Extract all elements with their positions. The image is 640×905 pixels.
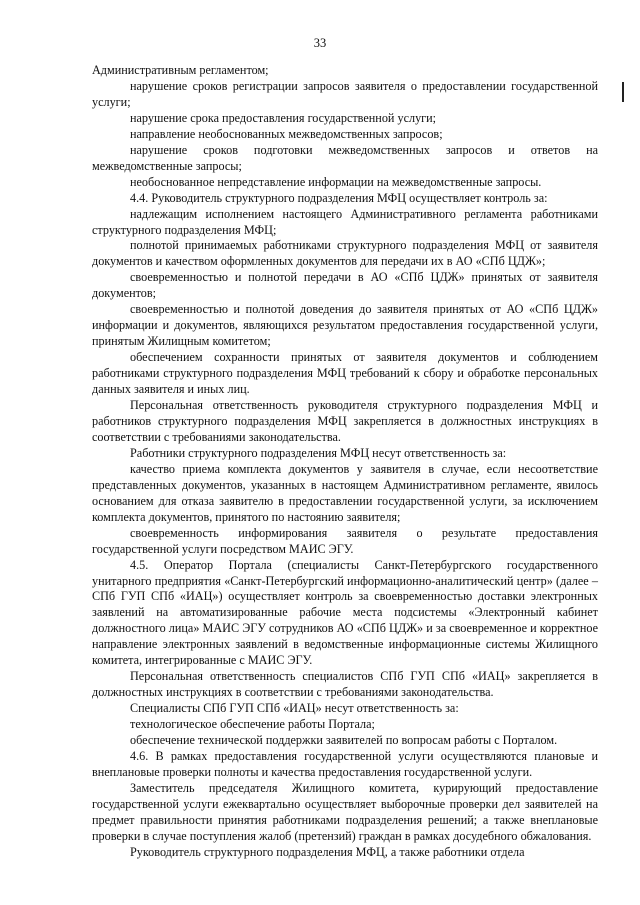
section-4-6: 4.6. В рамках предоставления государственной услуги осуществляются плановые и внеплановые проверки полноты и качества предоставления государственной услуги.: [92, 748, 598, 779]
paragraph: Персональная ответственность специалистов СПб ГУП СПб «ИАЦ» закрепляется в должностных инструкциях в соответствии с требованиями законодательства.: [92, 669, 598, 700]
paragraph: нарушение срока предоставления государственной услуги;: [130, 110, 437, 125]
paragraph: Заместитель председателя Жилищного комитета, курирующий предоставление государственной услуги ежеквартально осуществляет выборочные проверки дел заявителей на предмет правильности принятия работниками подразделения решений; а также внеплановые проверки в случае поступления жалоб (претензий) граждан в рамках досудебного обжалования.: [92, 780, 598, 843]
paragraph: нарушение сроков регистрации запросов заявителя о предоставлении государственной услуги;: [92, 78, 598, 109]
paragraph: полнотой принимаемых работниками структурного подразделения МФЦ от заявителя документов и качеством оформленных документов для передачи их в АО «СПб ЦДЖ»;: [92, 238, 598, 269]
page-number: 33: [313, 36, 327, 50]
paragraph: Административным регламентом;: [92, 63, 269, 77]
paragraph: надлежащим исполнением настоящего Административного регламента работниками структурного подразделения МФЦ;: [92, 206, 598, 237]
paragraph: Персональная ответственность руководителя структурного подразделения МФЦ и работников структурного подразделения МФЦ закрепляется в должностных инструкциях в соответствии с требованиями законодательства.: [92, 398, 598, 444]
paragraph: своевременность информирования заявителя о результате предоставления государственной услуги посредством МАИС ЭГУ.: [92, 525, 598, 556]
paragraph: необоснованное непредставление информации на межведомственные запросы.: [130, 174, 542, 189]
margin-mark: [622, 82, 624, 102]
paragraph: обеспечением сохранности принятых от заявителя документов и соблюдением работниками структурного подразделения МФЦ требований к сбору и обработке персональных данных заявителя и иных лиц.: [92, 350, 598, 397]
paragraph: Работники структурного подразделения МФЦ несут ответственность за:: [130, 445, 507, 460]
paragraph: Руководитель структурного подразделения МФЦ, а также работники отдела: [130, 844, 525, 859]
paragraph: направление необоснованных межведомственных запросов;: [130, 126, 443, 141]
paragraph: обеспечение технической поддержки заявителей по вопросам работы с Порталом.: [130, 733, 558, 748]
paragraph: своевременностью и полнотой доведения до заявителя принятых от АО «СПб ЦДЖ» информации и документов, являющихся результатом предоставления государственной услуги, принятым Жилищным комитетом;: [92, 302, 598, 349]
paragraph: технологическое обеспечение работы Портала;: [130, 717, 375, 732]
paragraph: нарушение сроков подготовки межведомственных запросов и ответов на межведомственные запросы;: [92, 142, 598, 173]
body-text: [92, 63, 598, 861]
paragraph: своевременностью и полнотой передачи в АО «СПб ЦДЖ» принятых от заявителя документов;: [92, 270, 598, 301]
section-heading-4-4: 4.4. Руководитель структурного подразделения МФЦ осуществляет контроль за:: [130, 190, 548, 205]
section-4-5: 4.5. Оператор Портала (специалисты Санкт-Петербургского государственного унитарного предприятия «Санкт-Петербургский информационно-аналитический центр» (далее – СПб ГУП СПб «ИАЦ») осуществляет контроль за своевременностью доставки электронных заявлений на автоматизированные рабочие места подсистемы «Электронный кабинет должностного лица» МАИС ЭГУ сотрудников АО «СПб ЦДЖ» и за своевременное и корректное направление электронных заявлений в ведомственные информационные системы Жилищного комитета, интегрированные с МАИС ЭГУ.: [92, 557, 598, 668]
paragraph: Специалисты СПб ГУП СПб «ИАЦ» несут ответственность за:: [130, 701, 459, 716]
paragraph: качество приема комплекта документов у заявителя в случае, если несоответствие представленных документов, указанных в настоящем Административном регламенте, явилось основанием для отказа заявителю в предоставлении государственной услуги, за исключением комплекта документов, принятого по настоянию заявителя;: [92, 461, 598, 524]
